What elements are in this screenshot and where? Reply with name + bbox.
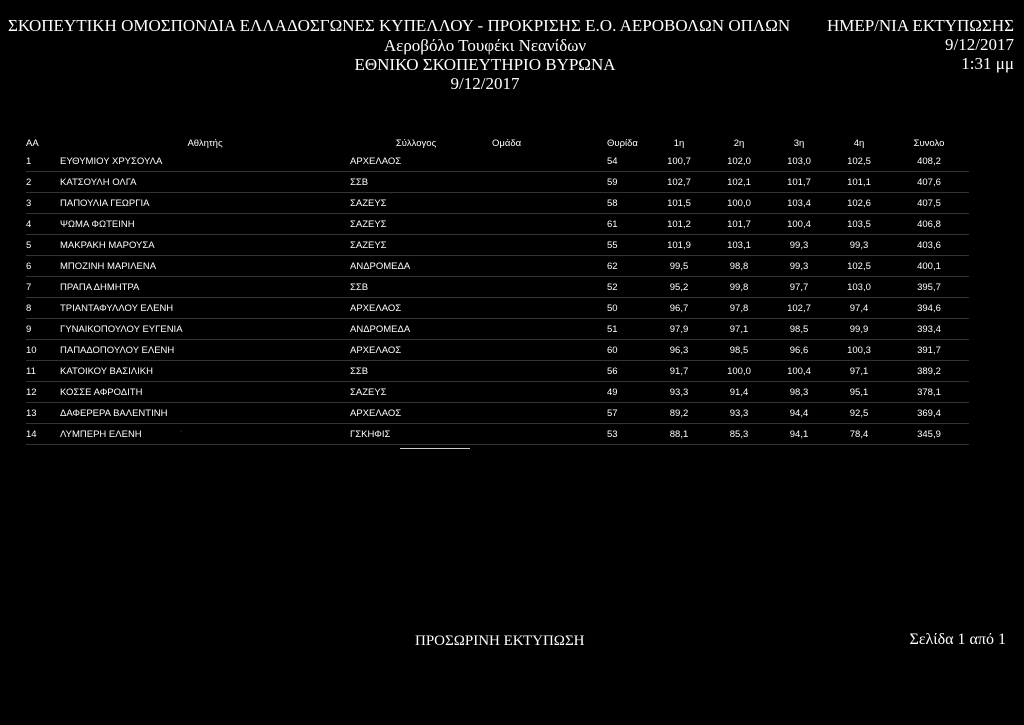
cell-series-2: 93,3 — [709, 403, 769, 424]
print-date: 9/12/2017 — [945, 35, 1014, 54]
cell-lane: 50 — [607, 298, 649, 319]
cell-series-1: 96,7 — [649, 298, 709, 319]
cell-series-3: 96,6 — [769, 340, 829, 361]
cell-series-3: 94,4 — [769, 403, 829, 424]
cell-series-2: 101,7 — [709, 214, 769, 235]
cell-total: 393,4 — [889, 319, 969, 340]
table-row — [26, 172, 969, 193]
print-info — [827, 16, 1014, 73]
col-aa: AA — [26, 137, 39, 149]
event-date: 9/12/2017 — [450, 74, 520, 93]
table-row — [26, 298, 969, 319]
cell-series-1: 101,5 — [649, 193, 709, 214]
cell-aa: 4 — [26, 214, 60, 235]
cell-series-2: 100,0 — [709, 193, 769, 214]
cell-series-1: 99,5 — [649, 256, 709, 277]
cell-total: 391,7 — [889, 340, 969, 361]
cell-total: 406,8 — [889, 214, 969, 235]
cell-lane: 62 — [607, 256, 649, 277]
cell-series-1: 101,2 — [649, 214, 709, 235]
table-row — [26, 151, 969, 172]
cell-lane: 57 — [607, 403, 649, 424]
cell-series-4: 102,5 — [829, 256, 889, 277]
page-total: 1 — [998, 631, 1006, 648]
table-header-row — [26, 135, 969, 151]
cell-athlete: ΛΥΜΠΕΡΗ ΕΛΕΝΗ — [60, 424, 350, 445]
cell-aa: 9 — [26, 319, 60, 340]
event-subtitle: Αεροβόλο Τουφέκι Νεανίδων — [383, 36, 587, 55]
cell-aa: 13 — [26, 403, 60, 424]
cell-lane: 58 — [607, 193, 649, 214]
cell-club: ΑΡΧΕΛΑΟΣ — [350, 403, 482, 424]
cell-lane: 51 — [607, 319, 649, 340]
cell-lane: 54 — [607, 151, 649, 172]
cell-series-2: 100,0 — [709, 361, 769, 382]
print-time: 1:31 μμ — [961, 54, 1014, 73]
cell-series-2: 97,1 — [709, 319, 769, 340]
cell-team — [482, 193, 607, 214]
page-of: από — [969, 631, 994, 648]
cell-series-1: 88,1 — [649, 424, 709, 445]
col-series-1: 1η — [673, 137, 685, 149]
cell-aa: 11 — [26, 361, 60, 382]
cell-series-4: 78,4 — [829, 424, 889, 445]
cell-series-4: 101,1 — [829, 172, 889, 193]
table-row — [26, 403, 969, 424]
cell-series-2: 102,0 — [709, 151, 769, 172]
cell-club: ΣΑΖΕΥΣ — [350, 235, 482, 256]
col-series-2: 2η — [733, 137, 745, 149]
col-club: Σύλλογος — [395, 137, 437, 149]
org-line: ΣΚΟΠΕΥΤΙΚΗ ΟΜΟΣΠΟΝΔΙΑ ΕΛΛΑΔΟΣ — [8, 16, 320, 35]
cell-team — [482, 151, 607, 172]
cell-series-2: 103,1 — [709, 235, 769, 256]
col-series-3: 3η — [793, 137, 805, 149]
cell-team — [482, 403, 607, 424]
cell-athlete: ΔΑΦΕΡΕΡΑ ΒΑΛΕΝΤΙΝΗ — [60, 403, 350, 424]
cell-total: 369,4 — [889, 403, 969, 424]
page-label: Σελίδα — [909, 631, 954, 648]
cell-athlete: ΕΥΘΥΜΙΟΥ ΧΡΥΣΟΥΛΑ — [60, 151, 350, 172]
cell-team — [482, 214, 607, 235]
cell-series-3: 98,3 — [769, 382, 829, 403]
cell-series-2: 99,8 — [709, 277, 769, 298]
cell-lane: 61 — [607, 214, 649, 235]
cell-team — [482, 256, 607, 277]
cell-lane: 53 — [607, 424, 649, 445]
cell-series-4: 102,5 — [829, 151, 889, 172]
cell-series-1: 95,2 — [649, 277, 709, 298]
cell-athlete: ΚΑΤΣΟΥΛΗ ΟΛΓΑ — [60, 172, 350, 193]
cell-series-4: 95,1 — [829, 382, 889, 403]
cell-athlete: ΠΑΠΑΔΟΠΟΥΛΟΥ ΕΛΕΝΗ — [60, 340, 350, 361]
cell-series-2: 91,4 — [709, 382, 769, 403]
cell-series-1: 100,7 — [649, 151, 709, 172]
cell-total: 389,2 — [889, 361, 969, 382]
page-indicator — [910, 631, 1006, 649]
cell-club: ΑΝΔΡΟΜΕΔΑ — [350, 256, 482, 277]
cell-team — [482, 424, 607, 445]
cell-series-2: 98,5 — [709, 340, 769, 361]
cell-series-3: 94,1 — [769, 424, 829, 445]
cell-aa: 1 — [26, 151, 60, 172]
col-athlete: Αθλητής — [187, 137, 223, 149]
cell-aa: 8 — [26, 298, 60, 319]
cell-series-4: 99,3 — [829, 235, 889, 256]
cell-athlete: ΓΥΝΑΙΚΟΠΟΥΛΟΥ ΕΥΓΕΝΙΑ — [60, 319, 350, 340]
table-row — [26, 319, 969, 340]
cell-series-4: 100,3 — [829, 340, 889, 361]
col-lane: Θυρίδα — [607, 137, 638, 149]
cell-athlete: ΜΠΟΖΙΝΗ ΜΑΡΙΛΕΝΑ — [60, 256, 350, 277]
table-row — [26, 382, 969, 403]
cell-series-3: 99,3 — [769, 256, 829, 277]
cell-aa: 6 — [26, 256, 60, 277]
cell-series-1: 93,3 — [649, 382, 709, 403]
cell-series-4: 102,6 — [829, 193, 889, 214]
cell-total: 403,6 — [889, 235, 969, 256]
cell-athlete: ΨΩΜΑ ΦΩΤΕΙΝΗ — [60, 214, 350, 235]
cell-series-1: 97,9 — [649, 319, 709, 340]
cell-team — [482, 382, 607, 403]
cell-team — [482, 340, 607, 361]
cell-lane: 49 — [607, 382, 649, 403]
venue-title: ΕΘΝΙΚΟ ΣΚΟΠΕΥΤΗΡΙΟ ΒΥΡΩΝΑ — [354, 55, 616, 74]
cell-series-3: 100,4 — [769, 214, 829, 235]
cell-series-3: 103,0 — [769, 151, 829, 172]
table-row — [26, 256, 969, 277]
cell-lane: 60 — [607, 340, 649, 361]
cell-series-2: 102,1 — [709, 172, 769, 193]
col-total: Συνολο — [913, 137, 945, 149]
cell-team — [482, 319, 607, 340]
cell-series-3: 98,5 — [769, 319, 829, 340]
event-line: ΓΩΝΕΣ ΚΥΠΕΛΛΟΥ - ΠΡΟΚΡΙΣΗΣ Ε.Ο. ΑΕΡΟΒΟΛΩΝ ΟΠΛΩΝ — [319, 16, 791, 35]
cell-aa: 5 — [26, 235, 60, 256]
cell-team — [482, 361, 607, 382]
cell-series-4: 97,1 — [829, 361, 889, 382]
cell-team — [482, 298, 607, 319]
cell-team — [482, 235, 607, 256]
page-number: 1 — [957, 631, 966, 648]
cell-total: 345,9 — [889, 424, 969, 445]
cell-series-3: 101,7 — [769, 172, 829, 193]
cell-club: ΣΣΒ — [350, 172, 482, 193]
cell-series-4: 103,0 — [829, 277, 889, 298]
cell-club: ΑΝΔΡΟΜΕΔΑ — [350, 319, 482, 340]
cell-series-4: 103,5 — [829, 214, 889, 235]
cell-aa: 7 — [26, 277, 60, 298]
cell-series-3: 99,3 — [769, 235, 829, 256]
cell-athlete: ΤΡΙΑΝΤΑΦΥΛΛΟΥ ΕΛΕΝΗ — [60, 298, 350, 319]
cell-aa: 14 — [26, 424, 60, 445]
cell-series-1: 91,7 — [649, 361, 709, 382]
results-table — [26, 135, 969, 445]
cell-athlete: ΜΑΚΡΑΚΗ ΜΑΡΟΥΣΑ — [60, 235, 350, 256]
cell-club: ΓΣΚΗΦΙΣ — [350, 424, 482, 445]
print-status: ΠΡΟΣΩΡΙΝΗ ΕΚΤΥΠΩΣΗ — [415, 633, 585, 649]
cell-series-2: 85,3 — [709, 424, 769, 445]
cell-club: ΣΣΒ — [350, 361, 482, 382]
cell-series-1: 96,3 — [649, 340, 709, 361]
cell-lane: 55 — [607, 235, 649, 256]
cell-club: ΑΡΧΕΛΑΟΣ — [350, 340, 482, 361]
table-row — [26, 193, 969, 214]
cell-total: 378,1 — [889, 382, 969, 403]
cell-athlete: ΠΡΑΠΑ ΔΗΜΗΤΡΑ — [60, 277, 350, 298]
table-row — [26, 361, 969, 382]
cell-total: 395,7 — [889, 277, 969, 298]
cell-club: ΣΣΒ — [350, 277, 482, 298]
table-row — [26, 235, 969, 256]
cell-club: ΣΑΖΕΥΣ — [350, 193, 482, 214]
cell-series-2: 97,8 — [709, 298, 769, 319]
cell-series-4: 97,4 — [829, 298, 889, 319]
report-header-left — [8, 16, 790, 35]
cell-series-1: 101,9 — [649, 235, 709, 256]
col-series-4: 4η — [853, 137, 865, 149]
cell-aa: 2 — [26, 172, 60, 193]
table-row — [26, 424, 969, 445]
cell-total: 400,1 — [889, 256, 969, 277]
cell-lane: 59 — [607, 172, 649, 193]
cell-series-3: 100,4 — [769, 361, 829, 382]
col-team: Ομάδα — [492, 137, 522, 149]
cell-team — [482, 277, 607, 298]
cell-athlete: ΚΑΤΟΙΚΟΥ ΒΑΣΙΛΙΚΗ — [60, 361, 350, 382]
cell-series-2: 98,8 — [709, 256, 769, 277]
report-header-center — [340, 36, 630, 93]
table-row — [26, 277, 969, 298]
cell-team — [482, 172, 607, 193]
scan-mark: · — [180, 428, 183, 435]
cell-athlete: ΠΑΠΟΥΛΙΑ ΓΕΩΡΓΙΑ — [60, 193, 350, 214]
table-row — [26, 340, 969, 361]
divider — [400, 448, 470, 449]
cell-series-3: 97,7 — [769, 277, 829, 298]
cell-total: 407,5 — [889, 193, 969, 214]
cell-series-1: 102,7 — [649, 172, 709, 193]
print-date-label: ΗΜΕΡ/ΝΙΑ ΕΚΤΥΠΩΣΗΣ — [826, 16, 1014, 35]
cell-series-4: 92,5 — [829, 403, 889, 424]
cell-total: 394,6 — [889, 298, 969, 319]
cell-series-3: 102,7 — [769, 298, 829, 319]
cell-club: ΑΡΧΕΛΑΟΣ — [350, 298, 482, 319]
cell-aa: 3 — [26, 193, 60, 214]
cell-athlete: ΚΟΣΣΕ ΑΦΡΟΔΙΤΗ — [60, 382, 350, 403]
cell-lane: 56 — [607, 361, 649, 382]
table-row — [26, 214, 969, 235]
cell-aa: 12 — [26, 382, 60, 403]
cell-lane: 52 — [607, 277, 649, 298]
cell-series-4: 99,9 — [829, 319, 889, 340]
cell-total: 408,2 — [889, 151, 969, 172]
cell-club: ΣΑΖΕΥΣ — [350, 382, 482, 403]
cell-club: ΑΡΧΕΛΑΟΣ — [350, 151, 482, 172]
cell-club: ΣΑΖΕΥΣ — [350, 214, 482, 235]
cell-aa: 10 — [26, 340, 60, 361]
cell-series-3: 103,4 — [769, 193, 829, 214]
cell-total: 407,6 — [889, 172, 969, 193]
cell-series-1: 89,2 — [649, 403, 709, 424]
